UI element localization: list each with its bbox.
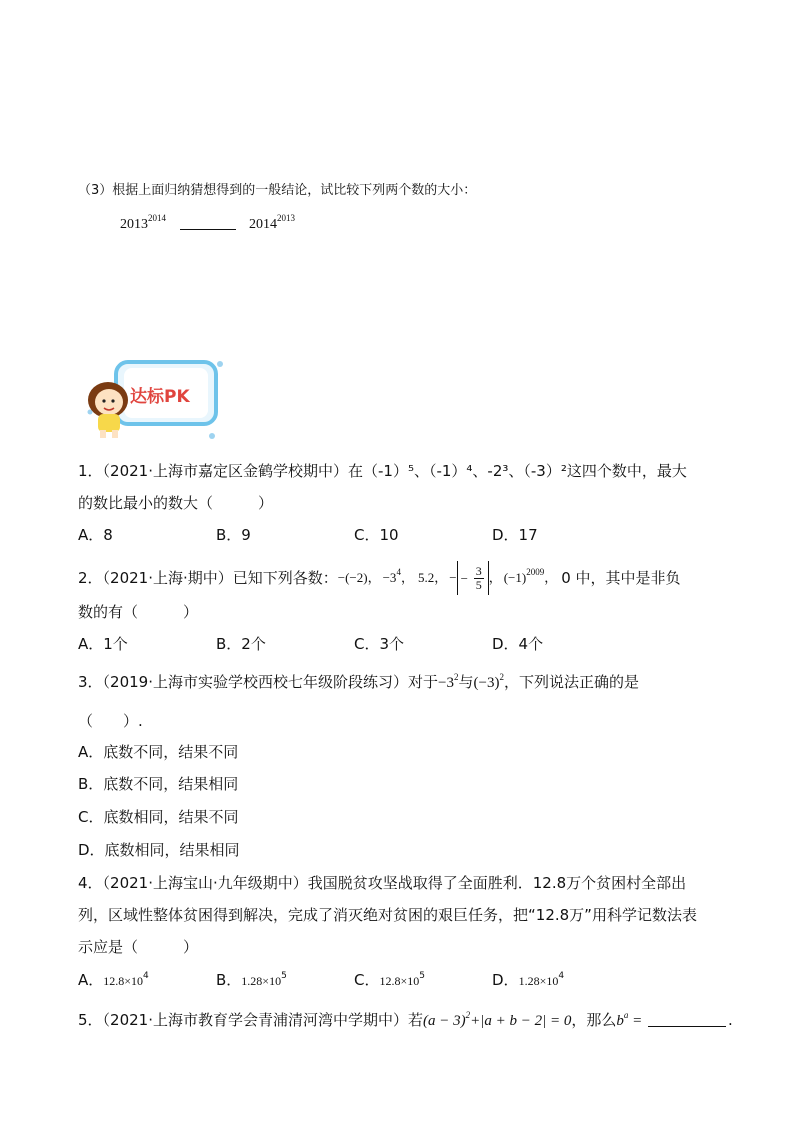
q1-line1: 1．（2021·上海市嘉定区金鹤学校期中）在（-1）⁵、（-1）⁴、-2³、（-3）²这四个数中，最大 [78, 462, 687, 480]
q1-option-c[interactable]: C．10 [354, 526, 399, 544]
pk-badge [80, 352, 226, 442]
badge-text: 达标PK [130, 387, 190, 407]
q2-num5: $(-1)^{2009}$， [503, 567, 558, 585]
q5-lead: 5．（2021·上海市教育学会青浦清河湾中学期中）若 [78, 1011, 423, 1029]
q4-option-b[interactable]: B．$1.28\times 10^5$ [216, 971, 287, 989]
base-2014: 2014 [249, 217, 277, 232]
q2-tail: 0 中，其中是非负 [561, 569, 681, 587]
q4-line2: 列，区域性整体贫困得到解决，完成了消灭绝对贫困的艰巨任务，把“12.8万”用科学记数法表 [78, 906, 697, 924]
q2-fraction: $\frac{3}{5}$ [475, 564, 482, 592]
q4-line1: 4．（2021·上海宝山·九年级期中）我国脱贫攻坚战取得了全面胜利．12.8万个贫困村全部出 [78, 874, 687, 892]
q1-option-a[interactable]: A．8 [78, 526, 113, 544]
q4-option-c[interactable]: C．$12.8\times 10^5$ [354, 971, 425, 989]
q3-expr2: $(-3)^2$ [473, 672, 504, 691]
q3-expr1: $-3^2$ [438, 672, 459, 691]
q2-option-c[interactable]: C．3个 [354, 635, 405, 653]
q3-option-b[interactable]: B．底数不同，结果相同 [78, 775, 239, 793]
q3-option-c[interactable]: C．底数相同，结果不同 [78, 808, 239, 826]
q5-answer-blank[interactable] [648, 1012, 726, 1027]
q2-num3: 5.2， [417, 570, 448, 585]
q2-lead: 2．（2021·上海·期中）已知下列各数： [78, 569, 338, 587]
q2-num4-sign: − [449, 570, 457, 585]
q5-expr2: +|a + b − 2| = 0 [470, 1013, 572, 1029]
girl-figure [88, 382, 128, 438]
q5-expr1: $(a - 3)^2$ [423, 1010, 471, 1029]
part3-prompt: （3）根据上面归纳猜想得到的一般结论，试比较下列两个数的大小： [78, 183, 477, 198]
q3-line2: （ ）. [78, 712, 143, 730]
q2-option-b[interactable]: B．2个 [216, 635, 266, 653]
q4-option-a[interactable]: A．$12.8\times 10^4$ [78, 971, 149, 989]
answer-blank[interactable] [180, 215, 236, 230]
q1-option-b[interactable]: B．9 [216, 526, 251, 544]
q4-option-d[interactable]: D．$1.28\times 10^4$ [492, 971, 565, 989]
base-2013: 2013 [120, 217, 148, 232]
q3-option-a[interactable]: A．底数不同，结果不同 [78, 743, 239, 761]
q2-line2: 数的有（ ） [78, 603, 199, 621]
q2-num2: $-3^4$， [382, 567, 414, 585]
q5-expr3: $b^a$ = [616, 1010, 647, 1029]
q2-option-a[interactable]: A．1个 [78, 635, 128, 653]
q1-line2: 的数比最小的数大（ ） [78, 494, 274, 512]
q2-abs-value: − $\frac{3}{5}$ [457, 561, 489, 595]
q1-option-d[interactable]: D．17 [492, 526, 538, 544]
exp-2014: 2014 [148, 213, 166, 223]
q5-line: 5．（2021·上海市教育学会青浦清河湾中学期中）若$(a - 3)^2+|a + b - 2| = 0$，那么$b^a$ = . [78, 1010, 733, 1029]
q3-line1: 3．（2019·上海市实验学校西校七年级阶段练习）对于$-3^2$与$(-3)^2$，下列说法正确的是 [78, 672, 639, 691]
part3-comparison [120, 215, 295, 233]
q2-option-d[interactable]: D．4个 [492, 635, 544, 653]
q4-line3: 示应是（ ） [78, 938, 199, 956]
exp-2013: 2013 [277, 213, 295, 223]
q2-num1: −(−2)， [337, 570, 381, 585]
q2-line1: 2．（2021·上海·期中）已知下列各数： −(−2)， $-3^4$， 5.2， − − $\frac{3}{5}$ ， $(-1)^{2009}$， 0 中，其中是非负 [78, 558, 681, 598]
q3-option-d[interactable]: D．底数相同，结果相同 [78, 841, 240, 859]
